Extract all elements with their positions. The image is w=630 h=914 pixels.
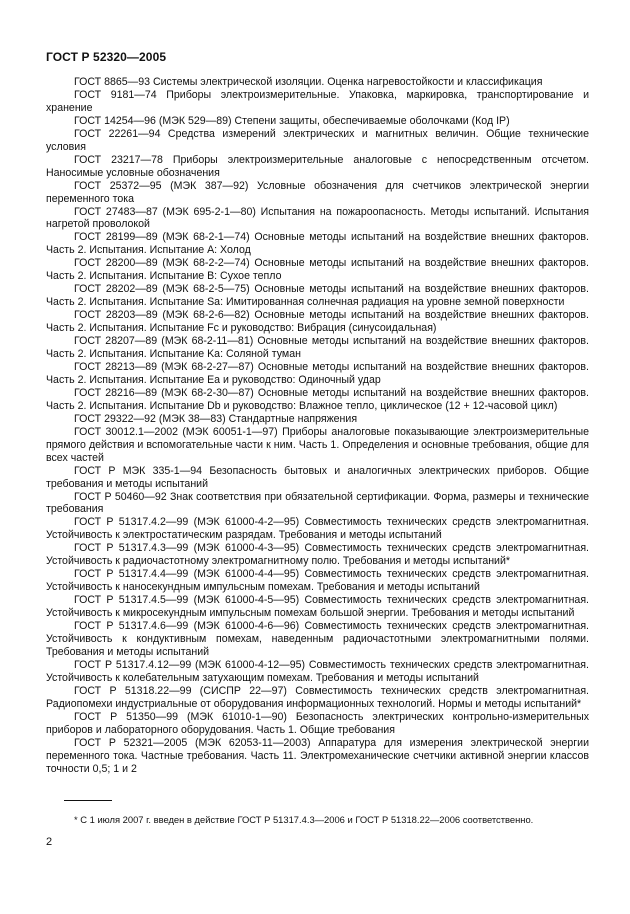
reference-item: ГОСТ 28203—89 (МЭК 68-2-6—82) Основные методы испытаний на воздействие внешних факторов. Часть 2. Испытания. Испытание Fc и руководство: Вибрация (синусоидальная)	[46, 309, 589, 335]
reference-item: ГОСТ 22261—94 Средства измерений электрических и магнитных величин. Общие технические условия	[46, 127, 589, 153]
reference-item: ГОСТ 29322—92 (МЭК 38—83) Стандартные напряжения	[74, 412, 358, 425]
reference-item: ГОСТ 27483—87 (МЭК 695-2-1—80) Испытания на пожароопасность. Методы испытаний. Испытания нагретой проволокой	[46, 205, 589, 231]
reference-item: ГОСТ Р 51317.4.4—99 (МЭК 61000-4-4—95) Совместимость технических средств электромагнитная. Устойчивость к наносекундным импульсным помехам. Требования и методы испытаний	[46, 568, 589, 594]
reference-item: ГОСТ 25372—95 (МЭК 387—92) Условные обозначения для счетчиков электрической энергии переменного тока	[46, 179, 589, 205]
reference-item: ГОСТ 23217—78 Приборы электроизмерительные аналоговые с непосредственным отсчетом. Наносимые условные обозначения	[46, 153, 589, 179]
reference-item: ГОСТ 28207—89 (МЭК 68-2-11—81) Основные методы испытаний на воздействие внешних факторов. Часть 2. Испытания. Испытание Ka: Соляной туман	[46, 335, 589, 361]
reference-item: ГОСТ 14254—96 (МЭК 529—89) Степени защиты, обеспечиваемые оболочками (Код IP)	[74, 114, 510, 127]
reference-item: ГОСТ Р 51317.4.5—99 (МЭК 61000-4-5—95) Совместимость технических средств электромагнитная. Устойчивость к микросекундным импульсным помехам большой энергии. Требования и методы испытаний	[46, 594, 589, 620]
reference-item: ГОСТ 28213—89 (МЭК 68-2-27—87) Основные методы испытаний на воздействие внешних факторов. Часть 2. Испытания. Испытание Еа и руководство: Одиночный удар	[46, 360, 589, 386]
reference-item: ГОСТ Р 51317.4.6—99 (МЭК 61000-4-6—96) Совместимость технических средств электромагнитная. Устойчивость к кондуктивным помехам, наведенным радиочастотными электромагнитными полями. Требования и методы испытаний	[46, 620, 589, 658]
page-number: 2	[46, 836, 53, 848]
reference-item: ГОСТ 8865—93 Системы электрической изоляции. Оценка нагревостойкости и классификация	[74, 76, 543, 88]
reference-item: ГОСТ 28216—89 (МЭК 68-2-30—87) Основные методы испытаний на воздействие внешних факторов. Часть 2. Испытания. Испытание Db и руководство: Влажное тепло, циклическое (12 + 12-часовой цикл)	[46, 386, 589, 412]
reference-item: ГОСТ 28200—89 (МЭК 68-2-2—74) Основные методы испытаний на воздействие внешних факторов. Часть 2. Испытания. Испытание В: Сухое тепло	[46, 257, 589, 283]
reference-item: ГОСТ Р 51317.4.3—99 (МЭК 61000-4-3—95) Совместимость технических средств электромагнитная. Устойчивость к радиочастотному электромагнитному полю. Требования и методы испытаний*	[46, 542, 589, 568]
footnote: * С 1 июля 2007 г. введен в действие ГОСТ Р 51317.4.3—2006 и ГОСТ Р 51318.22—2006 соответственно.	[74, 814, 534, 825]
reference-item: ГОСТ Р 51318.22—99 (СИСПР 22—97) Совместимость технических средств электромагнитная. Радиопомехи индустриальные от оборудования информационных технологий. Нормы и методы испытаний*	[46, 684, 589, 710]
reference-item: ГОСТ Р 51317.4.2—99 (МЭК 61000-4-2—95) Совместимость технических средств электромагнитная. Устойчивость к электростатическим разрядам. Требования и методы испытаний	[46, 516, 589, 542]
reference-item: ГОСТ Р 50460—92 Знак соответствия при обязательной сертификации. Форма, размеры и технические требования	[46, 490, 589, 516]
reference-item: ГОСТ 9181—74 Приборы электроизмерительные. Упаковка, маркировка, транспортирование и хранение	[46, 88, 589, 114]
footnote-divider	[64, 800, 112, 801]
reference-item: ГОСТ Р 51317.4.12—99 (МЭК 61000-4-12—95) Совместимость технических средств электромагнитная. Устойчивость к колебательным затухающим помехам. Требования и методы испытаний	[46, 658, 589, 684]
reference-item: ГОСТ Р 51350—99 (МЭК 61010-1—90) Безопасность электрических контрольно-измерительных приборов и лабораторного оборудования. Часть 1. Общие требования	[46, 710, 589, 736]
document-header: ГОСТ Р 52320—2005	[46, 50, 167, 64]
normative-references-list	[46, 76, 589, 775]
reference-item: ГОСТ 28199—89 (МЭК 68-2-1—74) Основные методы испытаний на воздействие внешних факторов. Часть 2. Испытания. Испытание А: Холод	[46, 231, 589, 257]
reference-item: ГОСТ 30012.1—2002 (МЭК 60051-1—97) Приборы аналоговые показывающие электроизмерительные прямого действия и вспомогательные части к ним. Часть 1. Определения и основные требования, общие для всех частей	[46, 425, 589, 464]
reference-item: ГОСТ Р 52321—2005 (МЭК 62053-11—2003) Аппаратура для измерения электрической энергии переменного тока. Частные требования. Часть 11. Электромеханические счетчики активной энергии классов точности 0,5; 1 и 2	[46, 736, 589, 775]
reference-item: ГОСТ 28202—89 (МЭК 68-2-5—75) Основные методы испытаний на воздействие внешних факторов. Часть 2. Испытания. Испытание Sa: Имитированная солнечная радиация на уровне земной поверхности	[46, 283, 589, 309]
reference-item: ГОСТ Р МЭК 335-1—94 Безопасность бытовых и аналогичных электрических приборов. Общие требования и методы испытаний	[46, 464, 589, 490]
